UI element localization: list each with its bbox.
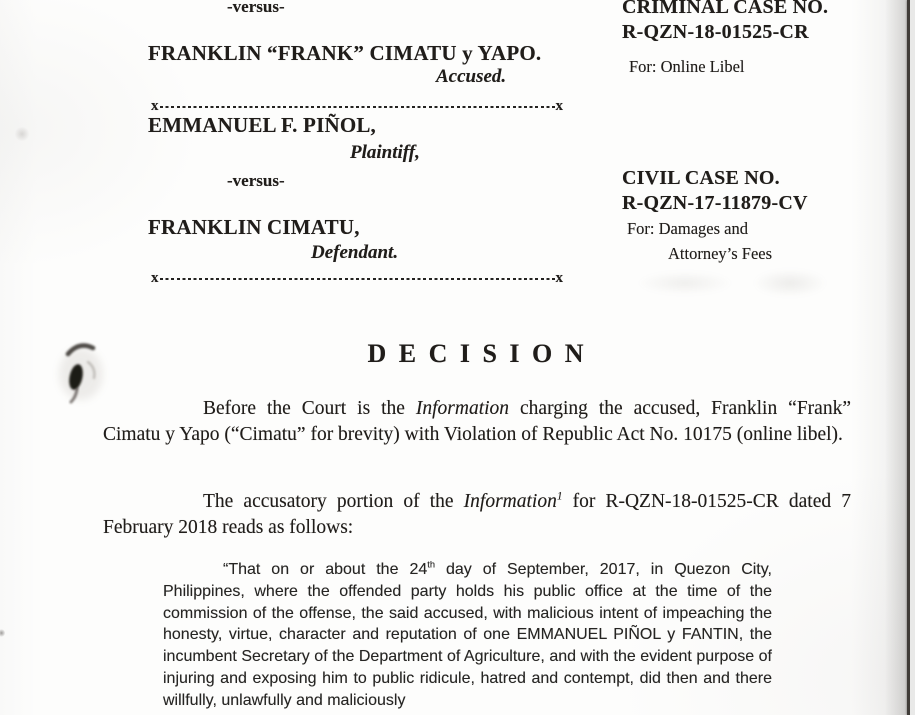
civil-case-block [622,166,808,266]
information-quote-block [163,559,772,712]
defendant-role-label: Defendant. [311,242,399,263]
body-paragraph-1 [103,396,851,448]
quote-text: “That on or about the 24 [223,561,428,578]
para2-text-cont: dated 7 February 2018 reads as follows: [103,491,851,538]
separator-left-marker: x [151,97,159,114]
accused-role-label: Accused. [436,66,507,87]
decision-heading: D E C I S I O N [367,339,587,368]
separator-left-marker: x [151,269,159,286]
defendant-name: FRANKLIN CIMATU, [148,215,360,239]
plaintiff-name: EMMANUEL F. PIÑOL, [148,113,377,137]
quote-text-cont: day of September, 2017, in Quezon City, Philippines, where the offended party holds his public office at the time of the commission of the offense, the said accused, with malicious intent of impeaching the honesty, virtue, character and reputation of one EMMANUEL PIÑOL y FANTIN, the incumbent Secretary of the Department of Agriculture, and with the evident purpose of injuring and exposing him to public ridicule, hatred and contempt, did then and there willfully, unlawfully and maliciously [163,561,773,709]
civil-case-number: R-QZN-17-11879-CV [622,192,808,214]
scan-background-strip [910,0,915,715]
versus-mid-label: -versus- [227,171,285,190]
separator-dashes [160,278,555,281]
scan-speck [14,127,30,141]
page-edge-shadow [885,0,909,715]
criminal-case-for: For: Online Libel [629,57,745,76]
body-paragraph-2 [103,489,851,541]
bleedthrough-ghost [755,270,825,296]
bleedthrough-ghost [640,272,730,294]
criminal-case-block [622,0,828,79]
civil-case-for-line2: Attorney’s Fees [668,244,773,263]
plaintiff-role-label: Plaintiff, [350,142,420,163]
civil-case-title: CIVIL CASE NO. [622,167,780,189]
caption-separator-line-2 [151,270,563,286]
separator-right-marker: x [555,269,563,286]
para2-text: The accusatory portion of the [203,491,464,512]
para1-text: Before the Court is the [203,398,416,419]
scan-speck [0,629,5,637]
criminal-case-title: CRIMINAL CASE NO. [622,0,829,18]
footnote-marker: 1 [556,490,563,503]
separator-dashes [160,106,555,109]
accused-name: FRANKLIN “FRANK” CIMATU y YAPO. [148,41,542,65]
versus-top-label: -versus- [227,0,285,16]
para2-text-mid: for [562,491,606,512]
para2-italic-term: Information [463,491,557,512]
criminal-case-number: R-QZN-18-01525-CR [622,21,809,43]
caption-separator-line-1 [151,98,563,114]
ink-smudge-artifact [48,332,124,416]
para1-italic-term: Information [415,398,510,419]
ordinal-superscript: th [427,559,435,570]
para2-case-reference: R-QZN-18-01525-CR [605,491,779,512]
civil-case-for-line1: For: Damages and [627,219,748,238]
para1-text-cont: charging the accused, Franklin “Frank” Cimatu y Yapo (“Cimatu” for brevity) with Violation of Republic Act No. 10175 (online libel). [103,398,851,445]
separator-right-marker: x [555,97,563,114]
